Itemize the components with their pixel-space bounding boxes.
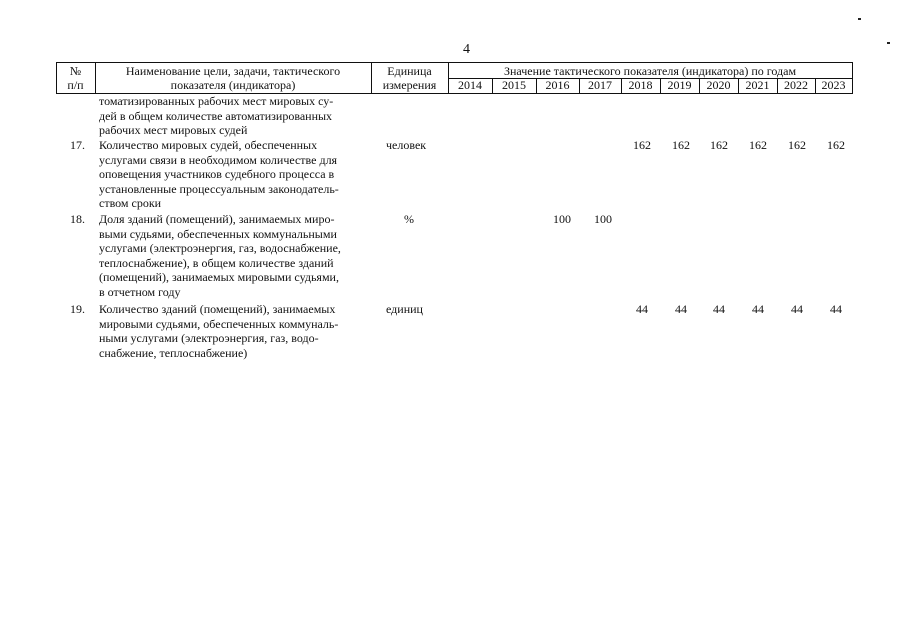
text-line: Количество мировых судей, обеспеченных xyxy=(99,138,318,152)
header-name: Наименование цели, задачи, тактического xyxy=(125,64,341,78)
row-value: 44 xyxy=(791,302,803,316)
text-line: оповещения участников судебного процесса в xyxy=(99,167,335,181)
text-line: Доля зданий (помещений), занимаемых миро- xyxy=(99,212,335,226)
row-unit: % xyxy=(404,212,414,226)
row-description xyxy=(99,212,367,299)
header-year: 2018 xyxy=(628,78,653,92)
row-number: 19. xyxy=(70,302,85,316)
header-num: № xyxy=(69,64,82,78)
header-num-sub: п/п xyxy=(67,78,84,92)
row-value: 100 xyxy=(594,212,612,226)
row-value: 100 xyxy=(553,212,571,226)
text-line: Количество зданий (помещений), занимаемых xyxy=(99,302,336,316)
text-line: услугами связи в необходимом количестве для xyxy=(99,152,338,167)
row-value: 162 xyxy=(827,138,845,152)
text-line: в отчетном году xyxy=(99,284,181,299)
text-line: снабжение, теплоснабжение) xyxy=(99,345,248,360)
header-unit-sub: измерения xyxy=(382,78,437,92)
header-name-sub: показателя (индикатора) xyxy=(170,78,296,92)
text-line: теплоснабжение), в общем количестве зданий xyxy=(99,255,334,270)
header-values-title: Значение тактического показателя (индикатора) по годам xyxy=(503,64,797,78)
text-line: дей в общем количестве автоматизированных xyxy=(99,108,333,123)
row-unit: человек xyxy=(386,138,427,152)
row-number: 18. xyxy=(70,212,85,226)
header-year: 2022 xyxy=(784,78,808,92)
header-year: 2015 xyxy=(502,78,526,92)
scan-speck xyxy=(858,18,861,20)
row-value: 162 xyxy=(710,138,728,152)
header-year: 2021 xyxy=(745,78,770,92)
row-value: 44 xyxy=(636,302,648,316)
page-number: 4 xyxy=(463,42,470,57)
text-line: выми судьями, обеспеченных коммунальными xyxy=(99,226,337,241)
header-year: 2017 xyxy=(588,78,612,92)
row-description xyxy=(99,138,367,211)
text-line: ными услугами (электроэнергия, газ, водо- xyxy=(99,331,319,345)
text-line: мировыми судьями, обеспеченных коммуналь- xyxy=(99,316,339,331)
text-line: (помещений), занимаемых мировыми судьями, xyxy=(99,270,339,284)
row-value: 44 xyxy=(675,302,687,316)
row-value: 162 xyxy=(749,138,767,152)
text-line: томатизированных рабочих мест мировых су- xyxy=(99,94,334,108)
row-unit: единиц xyxy=(386,302,423,316)
text-line: ством сроки xyxy=(99,196,162,210)
row-value: 44 xyxy=(713,302,725,316)
header-year: 2020 xyxy=(706,78,731,92)
row-value: 162 xyxy=(788,138,806,152)
header-year: 2023 xyxy=(821,78,846,92)
header-year: 2016 xyxy=(545,78,570,92)
text-line: услугами (электроэнергия, газ, водоснабжение, xyxy=(99,241,341,255)
row-value: 162 xyxy=(633,138,651,152)
header-year: 2014 xyxy=(458,78,482,92)
scan-speck xyxy=(887,42,890,44)
row-value: 162 xyxy=(672,138,690,152)
row-value: 44 xyxy=(830,302,842,316)
row-number: 17. xyxy=(70,138,85,152)
continuation-text xyxy=(99,94,367,138)
text-line: установленные процессуальным законодатель- xyxy=(99,181,339,196)
text-line: рабочих мест мировых судей xyxy=(99,123,248,137)
row-value: 44 xyxy=(752,302,764,316)
table-header xyxy=(56,62,853,94)
header-year: 2019 xyxy=(667,78,692,92)
header-unit: Единица xyxy=(387,64,432,78)
row-description xyxy=(99,302,367,360)
